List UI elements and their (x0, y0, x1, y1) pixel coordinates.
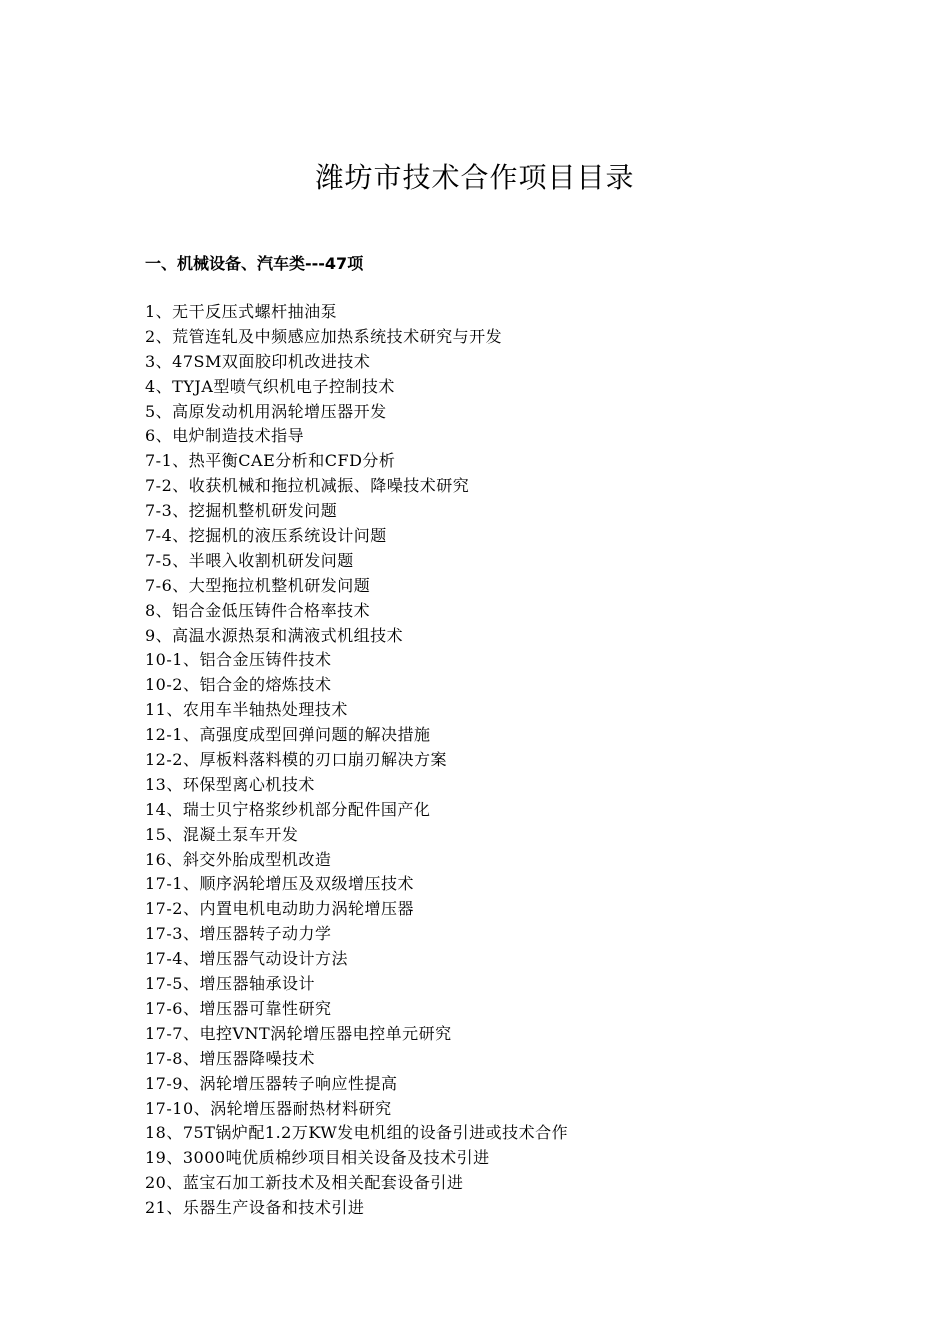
list-item: 4、TYJA型喷气织机电子控制技术 (145, 376, 395, 396)
list-item: 7-5、半喂入收割机研发问题 (145, 550, 354, 570)
list-item: 17-7、电控VNT涡轮增压器电控单元研究 (145, 1023, 452, 1043)
list-item: 7-4、挖掘机的液压系统设计问题 (145, 526, 387, 546)
list-item: 7-1、热平衡CAE分析和CFD分析 (145, 451, 396, 471)
list-item: 14、瑞士贝宁格浆纱机部分配件国产化 (145, 799, 431, 819)
list-item: 12-2、厚板料落料模的刃口崩刃解决方案 (145, 750, 447, 770)
list-item: 5、高原发动机用涡轮增压器开发 (145, 401, 387, 421)
list-item: 10-1、铝合金压铸件技术 (145, 650, 332, 670)
list-item: 7-2、收获机械和拖拉机减振、降噪技术研究 (145, 476, 470, 496)
list-item: 13、环保型离心机技术 (145, 774, 315, 794)
list-item: 2、荒管连轧及中频感应加热系统技术研究与开发 (145, 326, 503, 346)
list-item: 15、混凝土泵车开发 (145, 824, 299, 844)
page-title: 潍坊市技术合作项目目录 (315, 161, 635, 194)
list-item: 18、75T锅炉配1.2万KW发电机组的设备引进或技术合作 (145, 1123, 569, 1143)
list-item: 17-6、增压器可靠性研究 (145, 998, 332, 1018)
list-item: 21、乐器生产设备和技术引进 (145, 1198, 365, 1218)
list-item: 9、高温水源热泵和满液式机组技术 (145, 625, 404, 645)
list-item: 17-1、顺序涡轮增压及双级增压技术 (145, 874, 414, 894)
list-item: 6、电炉制造技术指导 (145, 426, 305, 446)
project-list (145, 300, 568, 1221)
list-item: 17-3、增压器转子动力学 (145, 924, 332, 944)
list-item: 7-3、挖掘机整机研发问题 (145, 501, 338, 521)
list-item: 10-2、铝合金的熔炼技术 (145, 675, 332, 695)
list-item: 17-4、增压器气动设计方法 (145, 949, 348, 969)
list-item: 3、47SM双面胶印机改进技术 (145, 351, 371, 371)
list-item: 19、3000吨优质棉纱项目相关设备及技术引进 (145, 1148, 490, 1168)
list-item: 7-6、大型拖拉机整机研发问题 (145, 575, 371, 595)
list-item: 8、铝合金低压铸件合格率技术 (145, 600, 371, 620)
list-item: 17-5、增压器轴承设计 (145, 974, 315, 994)
list-item: 11、农用车半轴热处理技术 (145, 700, 348, 720)
list-item: 12-1、高强度成型回弹问题的解决措施 (145, 725, 431, 745)
section-heading: 一、机械设备、汽车类---47项 (145, 254, 364, 273)
list-item: 17-9、涡轮增压器转子响应性提高 (145, 1073, 398, 1093)
list-item: 20、蓝宝石加工新技术及相关配套设备引进 (145, 1173, 464, 1193)
list-item: 17-10、涡轮增压器耐热材料研究 (145, 1098, 392, 1118)
list-item: 1、无干反压式螺杆抽油泵 (145, 302, 338, 321)
list-item: 17-2、内置电机电动助力涡轮增压器 (145, 899, 414, 919)
list-item: 16、斜交外胎成型机改造 (145, 849, 332, 869)
list-item: 17-8、增压器降噪技术 (145, 1048, 315, 1068)
